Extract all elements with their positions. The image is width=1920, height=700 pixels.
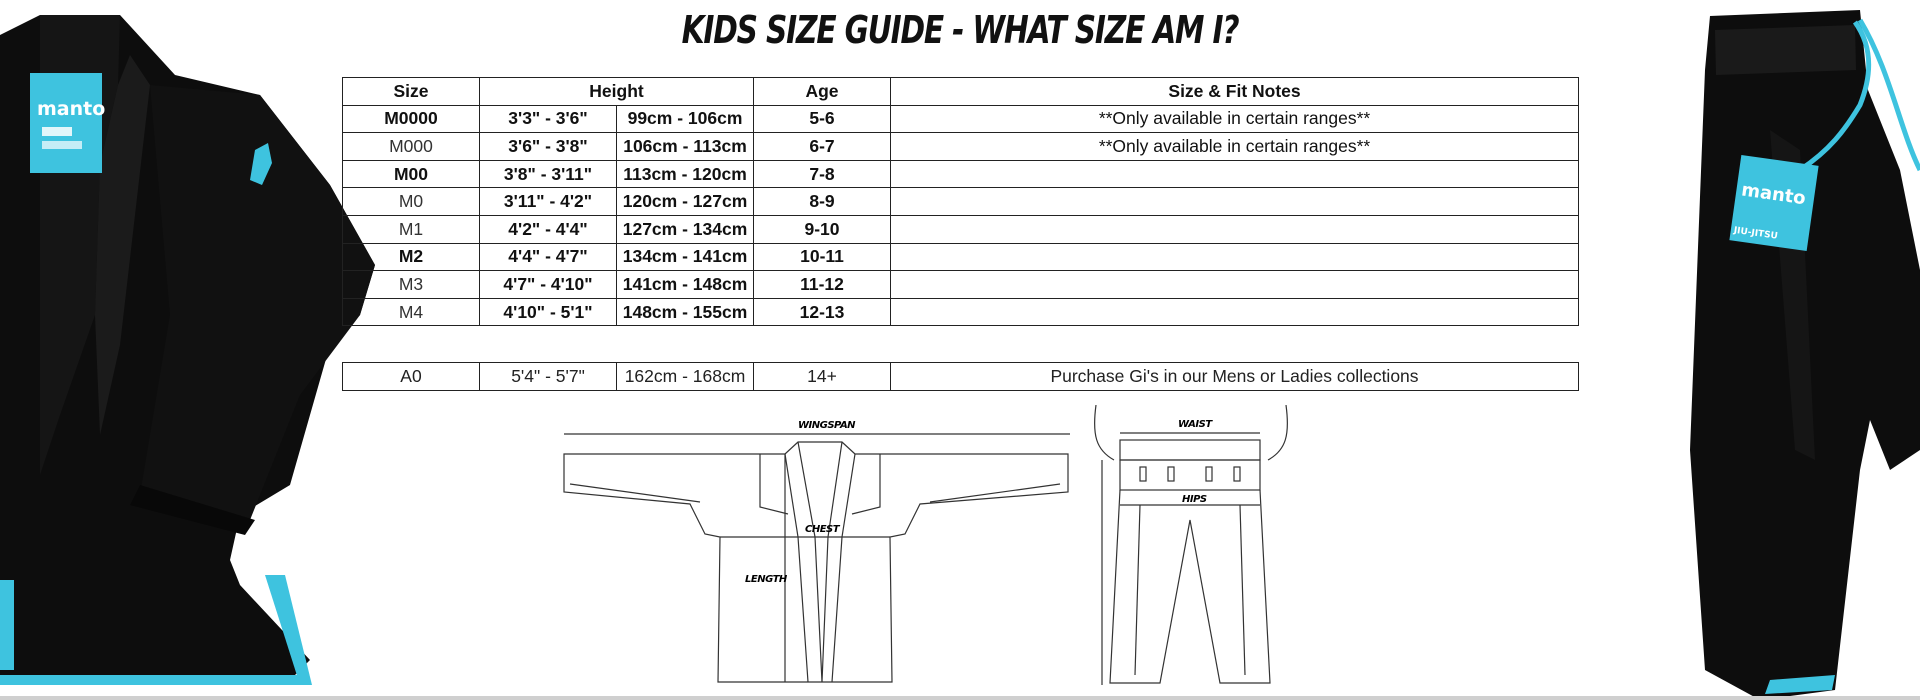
- jacket-logo-patch: [30, 73, 102, 173]
- cell-notes: [891, 215, 1579, 243]
- table-row: [343, 215, 1579, 243]
- pants-tag-patch-text: JIU-JITSU: [1733, 225, 1779, 242]
- table-row: [343, 363, 1579, 391]
- cell-notes: [891, 160, 1579, 188]
- cell-size: M3: [343, 271, 480, 299]
- label-wingspan: WINGSPAN: [798, 420, 856, 431]
- cell-age: 6-7: [754, 133, 891, 161]
- cell-size: M1: [343, 215, 480, 243]
- cell-age: 14+: [754, 363, 891, 391]
- label-hips: HIPS: [1182, 494, 1207, 505]
- cell-height-ft: 3'11" - 4'2": [480, 188, 617, 216]
- label-chest: CHEST: [805, 524, 840, 535]
- header-size: Size: [343, 78, 480, 106]
- page-title: KIDS SIZE GUIDE - WHAT SIZE AM I?: [681, 8, 1239, 52]
- table-row: [343, 243, 1579, 271]
- cell-height-cm: 120cm - 127cm: [617, 188, 754, 216]
- table-header-row: [343, 78, 1579, 106]
- cell-size: M00: [343, 160, 480, 188]
- adult-size-table: [342, 362, 1579, 391]
- header-notes: Size & Fit Notes: [891, 78, 1579, 106]
- cell-notes: **Only available in certain ranges**: [891, 133, 1579, 161]
- table-row: [343, 188, 1579, 216]
- cell-height-cm: 141cm - 148cm: [617, 271, 754, 299]
- label-waist: WAIST: [1178, 419, 1212, 430]
- cell-height-cm: 134cm - 141cm: [617, 243, 754, 271]
- cell-size: M0: [343, 188, 480, 216]
- cell-notes: [891, 298, 1579, 326]
- cell-notes: [891, 243, 1579, 271]
- table-row: [343, 271, 1579, 299]
- cell-height-ft: 4'10" - 5'1": [480, 298, 617, 326]
- cell-age: 9-10: [754, 215, 891, 243]
- cell-age: 10-11: [754, 243, 891, 271]
- cell-size: M0000: [343, 105, 480, 133]
- cell-notes: Purchase Gi's in our Mens or Ladies collections: [891, 363, 1579, 391]
- jacket-logo-text: manto: [37, 98, 106, 120]
- cell-height-ft: 3'6" - 3'8": [480, 133, 617, 161]
- cell-height-cm: 106cm - 113cm: [617, 133, 754, 161]
- gi-pants-image: [1620, 10, 1920, 700]
- size-table: [342, 77, 1579, 326]
- pants-measurement-diagram: [1090, 405, 1295, 685]
- cell-notes: [891, 188, 1579, 216]
- label-length: LENGTH: [745, 574, 787, 585]
- cell-height-ft: 4'7" - 4'10": [480, 271, 617, 299]
- cell-age: 5-6: [754, 105, 891, 133]
- cell-height-cm: 162cm - 168cm: [617, 363, 754, 391]
- pants-tag-logo-text: manto: [1740, 179, 1808, 210]
- cell-height-ft: 3'3" - 3'6": [480, 105, 617, 133]
- cell-height-ft: 3'8" - 3'11": [480, 160, 617, 188]
- table-row: [343, 298, 1579, 326]
- cell-height-ft: 5'4" - 5'7": [480, 363, 617, 391]
- cell-size: M4: [343, 298, 480, 326]
- header-height: Height: [480, 78, 754, 106]
- gi-jacket-image: [0, 15, 380, 685]
- table-row: [343, 160, 1579, 188]
- bottom-divider: [0, 696, 1920, 700]
- cell-height-cm: 99cm - 106cm: [617, 105, 754, 133]
- cell-height-ft: 4'4" - 4'7": [480, 243, 617, 271]
- table-row: [343, 105, 1579, 133]
- jacket-measurement-diagram: [560, 412, 1080, 687]
- cell-height-cm: 148cm - 155cm: [617, 298, 754, 326]
- cell-age: 8-9: [754, 188, 891, 216]
- cell-notes: [891, 271, 1579, 299]
- cell-size: A0: [343, 363, 480, 391]
- cell-notes: **Only available in certain ranges**: [891, 105, 1579, 133]
- cell-height-ft: 4'2" - 4'4": [480, 215, 617, 243]
- header-age: Age: [754, 78, 891, 106]
- cell-size: M000: [343, 133, 480, 161]
- cell-age: 11-12: [754, 271, 891, 299]
- cell-height-cm: 113cm - 120cm: [617, 160, 754, 188]
- table-row: [343, 133, 1579, 161]
- cell-age: 12-13: [754, 298, 891, 326]
- cell-age: 7-8: [754, 160, 891, 188]
- cell-height-cm: 127cm - 134cm: [617, 215, 754, 243]
- cell-size: M2: [343, 243, 480, 271]
